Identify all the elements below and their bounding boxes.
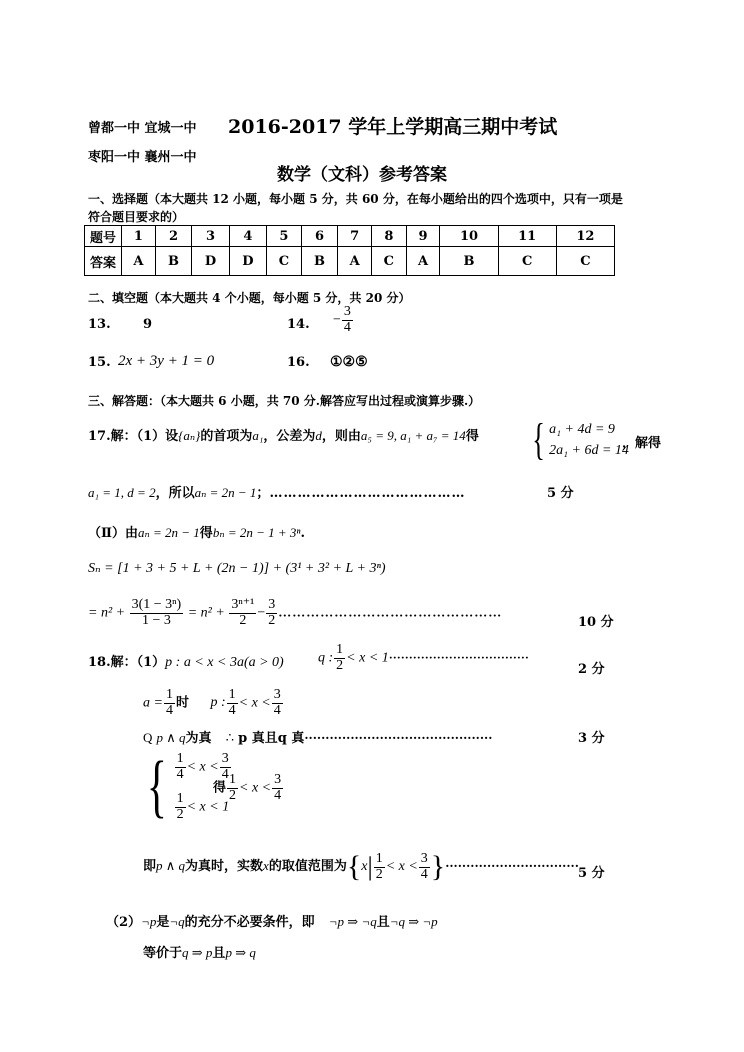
- q18-part2-line: [106, 911, 438, 930]
- q18-s2-den: 2: [176, 807, 184, 823]
- q18-s1-r-den: 4: [221, 766, 229, 782]
- answer-cell: D: [192, 247, 229, 276]
- question-number: 6: [301, 226, 338, 247]
- answer-cell: C: [556, 247, 614, 276]
- q17-d: d: [315, 428, 322, 443]
- q18-system-brace: {: [146, 748, 167, 826]
- q18-s1-mid: < x <: [186, 759, 219, 775]
- q18-set-mid: < x <: [385, 859, 418, 875]
- question-number: 7: [338, 226, 372, 247]
- q18-not-p: ¬p: [141, 914, 157, 929]
- q18-g-num: 1: [229, 772, 237, 787]
- q17-part2-an: aₙ = 2n − 1: [137, 525, 200, 540]
- section2-heading: 二、填空题（本大题共 4 个小题，每小题 5 分，共 20 分）: [88, 291, 411, 305]
- q18-s2-num: 1: [176, 791, 184, 807]
- q18-p-true: p 真且: [238, 731, 278, 746]
- q18-pq: p ∧ q: [156, 730, 186, 745]
- q17-text: 得: [465, 429, 479, 444]
- q18-score-b: 3 分: [578, 731, 605, 746]
- q17-eq-2: 2a₁ + 6d = 14: [549, 443, 629, 458]
- q18-p-label: p :: [210, 695, 226, 711]
- answer-cell: C: [498, 247, 556, 276]
- answer-cell: B: [301, 247, 338, 276]
- q17-lead: 17.解：（1）设: [88, 429, 179, 444]
- q18-concl-text-2: 的取值范围为: [268, 859, 347, 875]
- q18-g-mid: < x <: [239, 780, 272, 796]
- q18-p-mid: < x <: [238, 695, 271, 711]
- q18-conclusion: [143, 850, 579, 884]
- q17-text: ，公差为: [263, 429, 316, 444]
- q18-p-l-den: 4: [228, 702, 236, 718]
- q17-solve-text: ，解得: [622, 436, 662, 451]
- question-number: 3: [192, 226, 229, 247]
- q18-a-num: 1: [165, 687, 173, 702]
- q16-label: 16.: [287, 355, 310, 370]
- q18-q-def: [318, 643, 529, 673]
- q18-implication-4: p ⇒ q: [225, 945, 256, 960]
- q18-set: [346, 850, 446, 883]
- q18-set-r-num: 3: [420, 850, 428, 866]
- q18-a-time: 时: [175, 694, 189, 710]
- q18-lead: 18.解：（1）: [88, 655, 166, 670]
- q18-a-line: [143, 688, 284, 718]
- q17-text: ，则由: [321, 429, 361, 444]
- q17-text: 的首项为: [200, 429, 253, 444]
- q17-score-2: 10 分: [578, 615, 614, 630]
- q14-label: 14.: [287, 317, 310, 332]
- q17-part2-line: [88, 522, 305, 541]
- q16-answer: ①②⑤: [330, 354, 368, 370]
- q17-frac1-den: 1 − 3: [141, 612, 171, 628]
- question-number: 8: [372, 226, 407, 247]
- q17-minus: −: [257, 605, 266, 621]
- q18-equivalent-text: 等价于: [143, 946, 183, 961]
- q17-dots-2: …………………………………………: [278, 604, 503, 620]
- q18-p-r-den: 4: [273, 702, 281, 718]
- q13-label: 13.: [88, 317, 111, 332]
- question-number: 4: [229, 226, 266, 247]
- q17-frac3-num: 3: [268, 597, 276, 612]
- q18-concl-x: x: [263, 858, 269, 874]
- q18-set-open: {: [346, 850, 362, 883]
- q18-a-den: 4: [165, 702, 173, 718]
- q18-concl-pre: 即: [143, 859, 157, 875]
- q18-set-r-den: 4: [420, 866, 428, 882]
- q18-q-num: 1: [336, 642, 344, 657]
- q17-condition: a₅ = 9, a₁ + a₇ = 14: [360, 428, 466, 443]
- q18-line-1: [88, 651, 284, 671]
- q18-g-r-num: 3: [274, 772, 282, 787]
- q17-result-mid: = n² +: [187, 605, 225, 621]
- question-number: 1: [122, 226, 156, 247]
- answer-table: [84, 225, 615, 276]
- q18-q-den: 2: [336, 657, 344, 673]
- q18-part3-line: [143, 942, 256, 961]
- section3-heading: 三、解答题：（本大题共 6 小题，共 70 分.解答应写出过程或演算步骤.）: [88, 394, 481, 408]
- q17-system-brace: {: [532, 415, 545, 464]
- page-subtitle: 数学（文科）参考答案: [277, 165, 447, 185]
- answer-cell: D: [229, 247, 266, 276]
- therefore-icon: ∴: [225, 731, 234, 746]
- section1-heading-cont: 符合题目要求的）: [88, 210, 185, 224]
- q18-s2-range: < x < 1: [186, 799, 230, 815]
- q17-frac2-den: 2: [239, 612, 247, 628]
- q18-dots-c: ································: [445, 859, 579, 874]
- q18-s1-den: 4: [176, 766, 184, 782]
- q18-set-den: 2: [375, 866, 383, 882]
- question-number: 2: [155, 226, 192, 247]
- q17-line-2: [88, 482, 465, 501]
- q18-dots-a: ···································: [388, 650, 529, 665]
- q18-set-num: 1: [375, 850, 383, 866]
- q18-s1-r-num: 3: [221, 751, 229, 766]
- q18-text: 是: [156, 915, 170, 930]
- q18-true-text: 为真: [185, 731, 212, 746]
- q17-line-1: [88, 425, 479, 444]
- q17-an: aₙ = 2n − 1: [194, 485, 257, 500]
- exam-title: 2016-2017 学年上学期高三期中考试: [228, 116, 558, 138]
- q18-concl-pq: p ∧ q: [156, 858, 186, 874]
- question-number: 11: [498, 226, 556, 247]
- q18-concl-text: 为真时，实数: [185, 859, 264, 875]
- q18-q-label: q :: [318, 650, 334, 666]
- q18-score-c: 5 分: [578, 866, 605, 881]
- q14-answer: [333, 305, 354, 335]
- q18-q-range: < x < 1: [346, 650, 389, 666]
- q18-part2-lead: （2）: [106, 915, 142, 930]
- q17-frac3-den: 2: [268, 612, 276, 628]
- q15-answer: 2x + 3y + 1 = 0: [118, 353, 215, 369]
- q17-dots-1: ……………………………………: [269, 486, 466, 501]
- q17-text: ；: [256, 486, 270, 501]
- q17-result-line: [88, 598, 502, 628]
- answer-cell: C: [267, 247, 302, 276]
- section1-heading: 一、选择题（本大题共 12 小题，每小题 5 分，共 60 分，在每小题给出的四个选项中，只有一项是: [88, 192, 623, 206]
- q17-text: .: [300, 526, 306, 541]
- question-number: 9: [406, 226, 440, 247]
- answer-cell: B: [155, 247, 192, 276]
- q18-a-eq: a =: [143, 695, 163, 711]
- q18-get: 得: [213, 779, 227, 795]
- q17-system: [528, 415, 629, 464]
- q17-part2-lead: （Ⅱ）由: [88, 526, 138, 541]
- q18-s1-num: 1: [176, 751, 184, 766]
- answer-cell: C: [372, 247, 407, 276]
- q18-since-symbol: Q: [143, 730, 153, 745]
- q18-implication-1: ¬p ⇒ ¬q: [328, 914, 377, 929]
- q18-text: 的充分不必要条件，即: [184, 915, 315, 930]
- q17-seq: {aₙ}: [178, 428, 201, 443]
- answer-row: [85, 247, 615, 276]
- q17-solution: a₁ = 1, d = 2: [88, 485, 156, 500]
- q17-a1: a₁: [252, 428, 264, 443]
- row-label-answer: 答案: [85, 247, 122, 276]
- q18-set-x: x: [361, 859, 368, 875]
- answer-cell: A: [338, 247, 372, 276]
- q18-set-close: }: [430, 850, 446, 883]
- q17-frac1-num: 3(1 − 3ⁿ): [131, 597, 182, 612]
- q18-q-true: q 真: [277, 731, 305, 746]
- answer-cell: A: [122, 247, 156, 276]
- q18-text: 且: [376, 915, 390, 930]
- q18-p-l-num: 1: [228, 687, 236, 702]
- schools-line-1: 曾都一中 宜城一中: [88, 121, 197, 136]
- q18-not-q: ¬q: [169, 914, 185, 929]
- schools-line-2: 枣阳一中 襄州一中: [88, 150, 197, 165]
- q18-g-den: 2: [229, 787, 237, 803]
- q14-sign: −: [333, 312, 341, 328]
- q18-implication-2: ¬q ⇒ ¬p: [389, 914, 438, 929]
- question-number: 12: [556, 226, 614, 247]
- q14-numerator: 3: [343, 304, 351, 319]
- q18-text: 且: [212, 946, 226, 961]
- q18-score-a: 2 分: [578, 662, 605, 677]
- q17-text: 得: [199, 526, 213, 541]
- answer-cell: A: [406, 247, 440, 276]
- question-number: 5: [267, 226, 302, 247]
- q18-implication-3: q ⇒ p: [182, 945, 213, 960]
- q18-derived: [213, 773, 284, 803]
- q17-part2-bn: bₙ = 2n − 1 + 3ⁿ: [212, 525, 301, 540]
- q18-set-bar: |: [367, 852, 373, 881]
- question-number-row: [85, 226, 615, 247]
- q18-g-r-den: 4: [274, 787, 282, 803]
- q14-denominator: 4: [343, 319, 351, 335]
- question-number: 10: [440, 226, 498, 247]
- q17-score-1: 5 分: [547, 486, 574, 501]
- q18-p-r-num: 3: [273, 687, 281, 702]
- q18-p-def: p : a < x < 3a(a > 0): [165, 655, 284, 670]
- q17-frac2-num: 3ⁿ⁺¹: [231, 597, 255, 612]
- q15-label: 15.: [88, 355, 111, 370]
- q17-result-eq: = n² +: [88, 605, 126, 621]
- answer-cell: B: [440, 247, 498, 276]
- q17-sn-line: Sₙ = [1 + 3 + 5 + L + (2n − 1)] + (3¹ + 3² + L + 3ⁿ): [88, 561, 386, 576]
- q18-truth-line: [143, 727, 492, 746]
- q17-eq-1: a₁ + 4d = 9: [549, 422, 615, 437]
- row-label-question: 题号: [85, 226, 122, 247]
- q17-text: ，所以: [155, 486, 195, 501]
- q13-answer: 9: [143, 317, 153, 332]
- q18-dots-b: ·············································: [304, 731, 493, 745]
